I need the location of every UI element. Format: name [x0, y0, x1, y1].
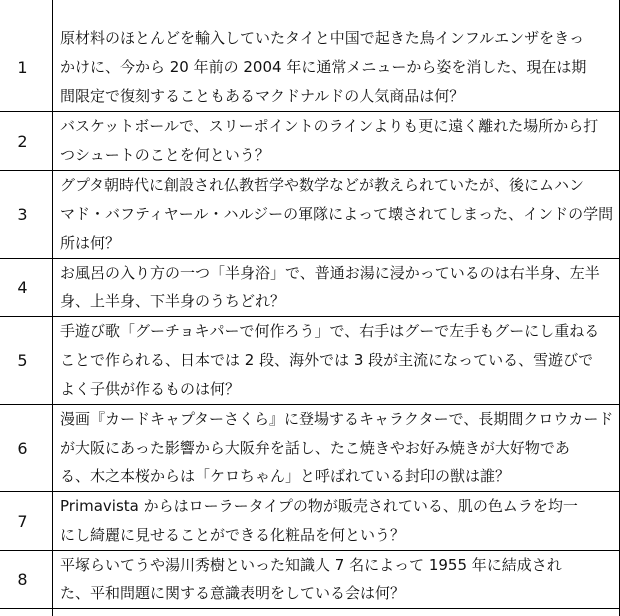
question-line: 漫画『カードキャプターさくら』に登場するキャラクターで、長期間クロウカード: [60, 410, 614, 428]
question-line: 間限定で復刻することもあるマクドナルドの人気商品は何？: [60, 87, 465, 105]
question-line: 身、上半身、下半身のうちどれ？: [60, 292, 286, 310]
question-line: る、木之本桜からは「ケロちゃん」と呼ばれている封印の獣は誰？: [60, 467, 511, 485]
question-line: た、平和問題に関する意識表明をしている会は何？: [60, 584, 406, 602]
question-number: 7: [17, 511, 28, 531]
question-line: 手遊び歌「グーチョキパーで何作ろう」で、右手はグーで左手もグーにし重ねる: [60, 322, 600, 340]
question-line: ことで作られる、日本では 2 段、海外では 3 段が主流になっている、雪遊びで: [60, 351, 594, 369]
question-line: にし綺麗に見せることができる化粧品を何という？: [60, 526, 406, 544]
question-number: 3: [17, 205, 28, 224]
question-line: Primavista からはローラータイプの物が販売されている、肌の色ムラを均一: [60, 497, 578, 515]
question-line: が大阪にあった影響から大阪弁を話し、たこ焼きやお好み焼きが大好物であ: [60, 439, 570, 457]
question-line: 平塚らいてうや湯川秀樹といった知識人 7 名によって 1955 年に結成され: [60, 556, 562, 574]
question-line: バスケットボールで、スリーポイントのラインよりも更に遠く離れた場所から打: [60, 117, 599, 135]
question-line: グプタ朝時代に創設され仏教哲学や数学などが教えられていたが、後にムハン: [60, 176, 584, 194]
question-line: よく子供が作るものは何？: [60, 380, 241, 398]
question-line: お風呂の入り方の一つ「半身浴」で、普通お湯に浸かっているのは右半身、左半: [60, 264, 600, 282]
question-line: マド・バフティヤール・ハルジーの軍隊によって壊されてしまった、インドの学問: [60, 205, 614, 223]
question-line: かけに、今から 20 年前の 2004 年に通常メニューから姿を消した、現在は期: [60, 58, 587, 76]
column-divider: [52, 0, 53, 616]
question-number: 2: [17, 131, 28, 151]
question-number: 4: [17, 278, 28, 297]
question-number: 6: [17, 438, 28, 458]
question-line: つシュートのことを何という？: [60, 146, 270, 164]
question-line: 所は何？: [60, 234, 121, 252]
question-line: 原材料のほとんどを輸入していたタイと中国で起きた鳥インフルエンザをきっ: [60, 29, 585, 47]
question-number: 1: [17, 58, 28, 77]
question-number: 8: [17, 570, 28, 589]
row-divider: [0, 608, 620, 609]
question-number: 5: [17, 351, 28, 370]
